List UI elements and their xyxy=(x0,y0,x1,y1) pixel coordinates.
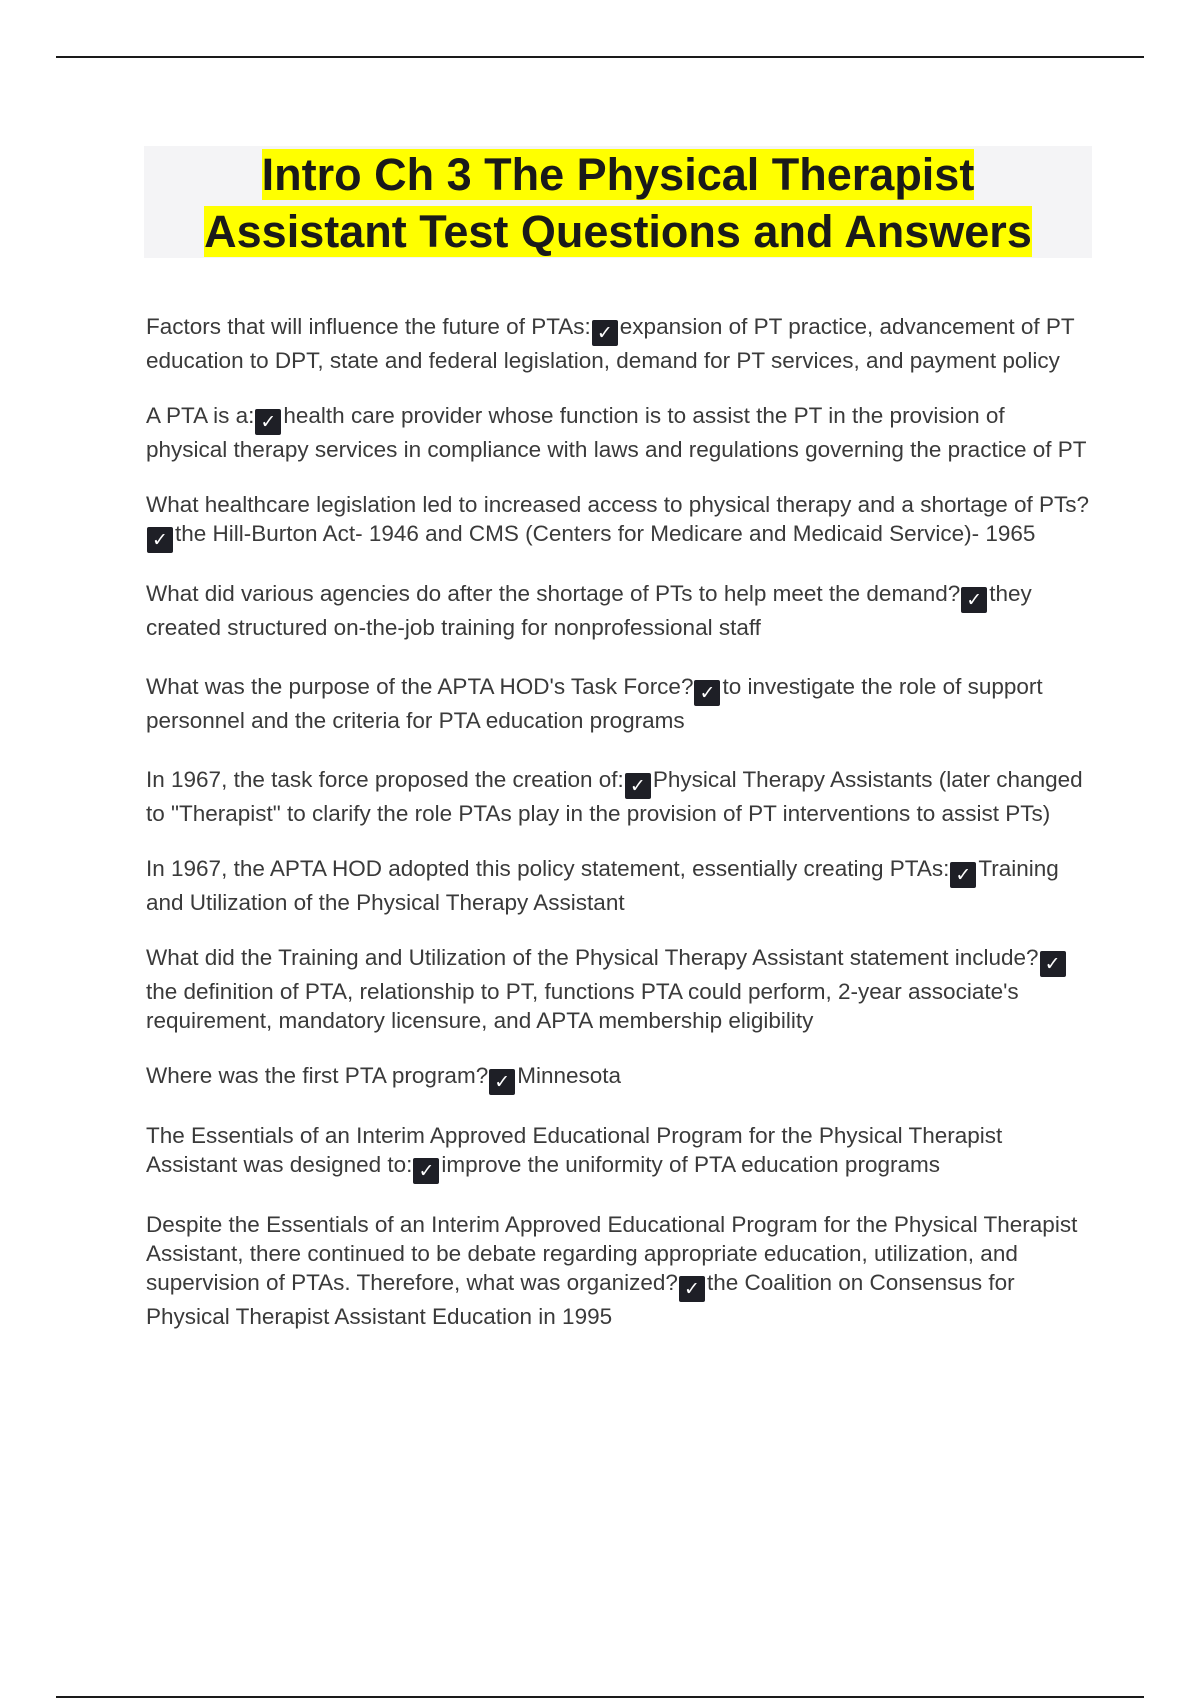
checkmark-icon: ✓ xyxy=(1040,951,1066,977)
answer-text: they created structured on-the-job training for nonprofessional staff xyxy=(146,581,1032,640)
qa-item xyxy=(146,765,1090,828)
checkmark-icon: ✓ xyxy=(679,1276,705,1302)
answer-text: the Hill-Burton Act- 1946 and CMS (Centers for Medicare and Medicaid Service)- 1965 xyxy=(175,521,1036,546)
top-rule xyxy=(56,56,1144,58)
answer-text: the Coalition on Consensus for Physical Therapist Assistant Education in 1995 xyxy=(146,1270,1015,1329)
question-text: Despite the Essentials of an Interim Approved Educational Program for the Physical Therapist Assistant, there continued to be debate regarding appropriate education, utilization, and supervision of PTAs. Therefore, what was organized? xyxy=(146,1212,1078,1295)
question-text: What healthcare legislation led to increased access to physical therapy and a shortage of PTs? xyxy=(146,492,1090,517)
answer-text: the definition of PTA, relationship to PT, functions PTA could perform, 2-year associate's requirement, mandatory licensure, and APTA membership eligibility xyxy=(146,979,1019,1033)
checkmark-icon: ✓ xyxy=(255,409,281,435)
answer-text: improve the uniformity of PTA education programs xyxy=(441,1152,940,1177)
qa-item xyxy=(146,1210,1090,1331)
question-text: Where was the first PTA program? xyxy=(146,1063,489,1088)
qa-item xyxy=(146,579,1090,642)
checkmark-icon: ✓ xyxy=(592,320,618,346)
answer-text: Training and Utilization of the Physical Therapy Assistant xyxy=(146,856,1059,915)
bottom-rule xyxy=(56,1696,1144,1698)
question-text: What did the Training and Utilization of the Physical Therapy Assistant statement include? xyxy=(146,945,1039,970)
qa-item xyxy=(146,672,1090,735)
title-banner xyxy=(144,146,1092,258)
question-text: The Essentials of an Interim Approved Educational Program for the Physical Therapist Assistant was designed to: xyxy=(146,1123,1003,1177)
answer-text: expansion of PT practice, advancement of PT education to DPT, state and federal legislation, demand for PT services, and payment policy xyxy=(146,314,1075,373)
qa-item xyxy=(146,854,1090,917)
question-text: In 1967, the task force proposed the creation of: xyxy=(146,767,624,792)
qa-item xyxy=(146,312,1090,375)
answer-text: Physical Therapy Assistants (later changed to "Therapist" to clarify the role PTAs play in the provision of PT interventions to assist PTs) xyxy=(146,767,1083,826)
checkmark-icon: ✓ xyxy=(694,680,720,706)
checkmark-icon: ✓ xyxy=(950,862,976,888)
question-text: What did various agencies do after the shortage of PTs to help meet the demand? xyxy=(146,581,961,606)
qa-item xyxy=(146,943,1090,1035)
qa-list xyxy=(146,312,1090,1357)
checkmark-icon: ✓ xyxy=(413,1158,439,1184)
answer-text: health care provider whose function is to assist the PT in the provision of physical therapy services in compliance with laws and regulations governing the practice of PT xyxy=(146,403,1087,462)
checkmark-icon: ✓ xyxy=(147,527,173,553)
checkmark-icon: ✓ xyxy=(625,773,651,799)
checkmark-icon: ✓ xyxy=(489,1069,515,1095)
question-text: A PTA is a: xyxy=(146,403,255,428)
answer-text: Minnesota xyxy=(517,1063,622,1088)
qa-item xyxy=(146,1121,1090,1184)
question-text: Factors that will influence the future of PTAs: xyxy=(146,314,591,339)
page-title-line-1: Intro Ch 3 The Physical Therapist xyxy=(261,149,975,200)
question-text: In 1967, the APTA HOD adopted this policy statement, essentially creating PTAs: xyxy=(146,856,950,881)
answer-text: to investigate the role of support personnel and the criteria for PTA education programs xyxy=(146,674,1043,733)
qa-item xyxy=(146,401,1090,464)
page-title-line-2: Assistant Test Questions and Answers xyxy=(204,206,1032,257)
qa-item xyxy=(146,1061,1090,1095)
qa-item xyxy=(146,490,1090,553)
question-text: What was the purpose of the APTA HOD's Task Force? xyxy=(146,674,694,699)
checkmark-icon: ✓ xyxy=(961,587,987,613)
